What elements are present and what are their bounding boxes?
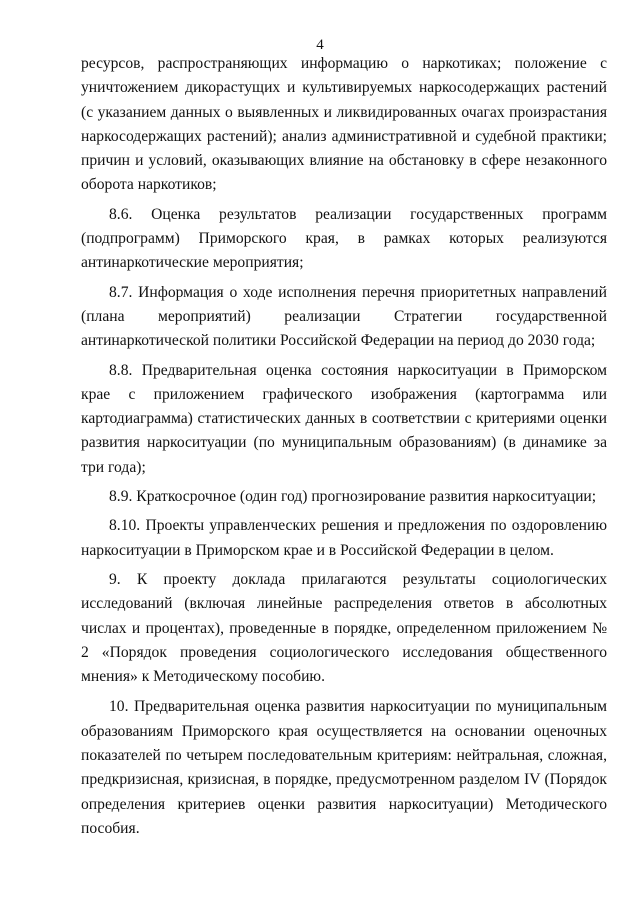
paragraph-8-6: 8.6. Оценка результатов реализации государственных программ (подпрограмм) Приморского края, в рамках которых реализуются антинаркотические мероприятия;: [81, 205, 607, 272]
paragraph-8-8: 8.8. Предварительная оценка состояния наркоситуации в Приморском крае с приложением графического изображения (картограмма или картодиаграмма) статистических данных в соответствии с критериями оценки развития наркоситуации (по муниципальным образованиям) (в динамике за три года);: [81, 361, 607, 476]
paragraph-continuation: ресурсов, распространяющих информацию о наркотиках; положение с уничтожением дикорастущих и культивируемых наркосодержащих растений (с указанием данных о выявленных и ликвидированных очагах произрастания наркосодержащих растений); анализ административной и судебной практики; причин и условий, оказывающих влияние на обстановку в сфере незаконного оборота наркотиков;: [81, 55, 607, 194]
paragraph-8-7: 8.7. Информация о ходе исполнения перечня приоритетных направлений (плана мероприятий) реализации Стратегии государственной антинаркотической политики Российской Федерации на период до 2030 года;: [81, 283, 607, 350]
paragraph-10: 10. Предварительная оценка развития наркоситуации по муниципальным образованиям Приморского края осуществляется на основании оценочных показателей по четырем последовательным критериям: нейтральная, сложная, предкризисная, кризисная, в порядке, предусмотренном разделом IV (Порядок определения критериев оценки развития наркоситуации) Методического пособия.: [81, 698, 607, 837]
document-body: [81, 52, 607, 841]
paragraph-8-9: 8.9. Краткосрочное (один год) прогнозирование развития наркоситуации;: [109, 488, 597, 506]
paragraph-8-10: 8.10. Проекты управленческих решения и предложения по оздоровлению наркоситуации в Приморском крае и в Российской Федерации в целом.: [81, 517, 607, 559]
page-number: 4: [316, 37, 324, 53]
paragraph-9: 9. К проекту доклада прилагаются результаты социологических исследований (включая линейные распределения ответов в абсолютных числах и процентах), проведенные в порядке, определенном приложением № 2 «Порядок проведения социологического исследования общественного мнения» к Методическому пособию.: [81, 570, 607, 686]
